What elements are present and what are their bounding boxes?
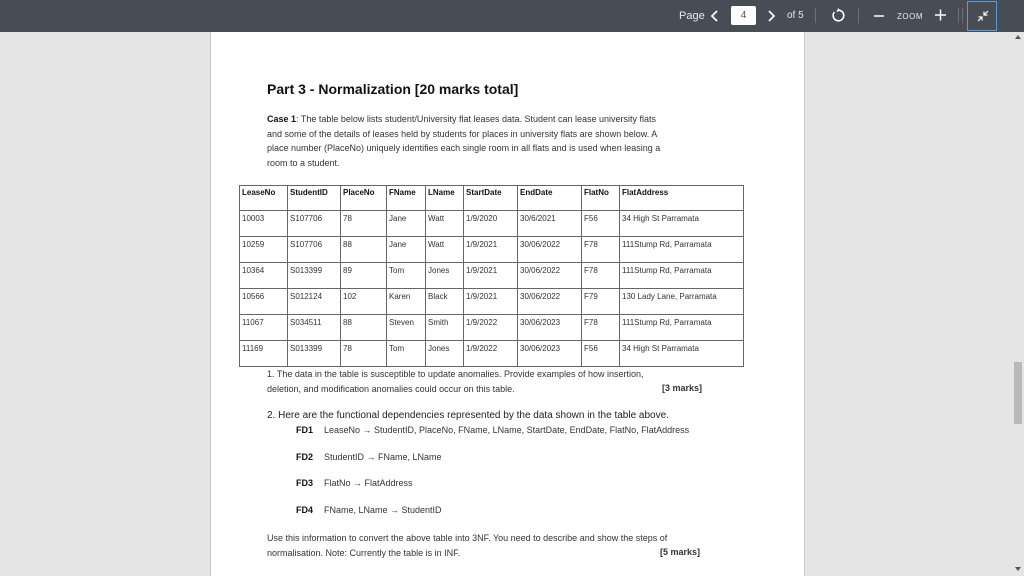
table-cell: 10566	[240, 289, 288, 315]
column-header: StartDate	[464, 186, 518, 211]
table-row	[240, 237, 744, 263]
table-row	[240, 341, 744, 367]
fd-3: FD3 FlatNo → FlatAddress	[296, 478, 413, 488]
table-cell: 88	[341, 237, 387, 263]
fd-label: FD1	[296, 425, 314, 435]
column-header: FlatAddress	[620, 186, 744, 211]
column-header: StudentID	[288, 186, 341, 211]
table-cell: 11067	[240, 315, 288, 341]
toolbar-divider	[958, 8, 959, 23]
zoom-in-icon[interactable]	[934, 8, 947, 22]
table-cell: Black	[426, 289, 464, 315]
table-cell: 30/06/2022	[518, 237, 582, 263]
zoom-label: ZOOM	[897, 12, 923, 21]
use-marks: [5 marks]	[660, 547, 701, 557]
table-cell: Watt	[426, 211, 464, 237]
table-cell: Jones	[426, 341, 464, 367]
fd-2: FD2 StudentID → FName, LName	[296, 452, 442, 462]
page-number-input[interactable]: 4	[731, 6, 756, 25]
fd-label: FD2	[296, 452, 314, 462]
table-cell: S013399	[288, 341, 341, 367]
table-cell: Jane	[387, 237, 426, 263]
table-cell: 111Stump Rd, Parramata	[620, 237, 744, 263]
rotate-icon[interactable]	[831, 8, 846, 23]
table-cell: 30/06/2022	[518, 263, 582, 289]
chevron-left-icon[interactable]	[709, 9, 721, 23]
table-cell: F56	[582, 341, 620, 367]
collapse-icon	[976, 9, 990, 23]
toolbar-divider	[815, 8, 816, 23]
table-row	[240, 211, 744, 237]
viewer-toolbar	[0, 0, 1024, 32]
table-cell: 30/06/2023	[518, 315, 582, 341]
page-count: of 5	[787, 10, 804, 21]
table-cell: 102	[341, 289, 387, 315]
table-cell: Tom	[387, 341, 426, 367]
table-cell: 1/9/2022	[464, 341, 518, 367]
table-cell: 34 High St Parramata	[620, 211, 744, 237]
table-cell: F78	[582, 237, 620, 263]
scrollbar-track[interactable]	[1012, 32, 1024, 576]
table-cell: S107706	[288, 211, 341, 237]
table-cell: 130 Lady Lane, Parramata	[620, 289, 744, 315]
table-row	[240, 289, 744, 315]
toolbar-divider	[858, 8, 859, 23]
table-cell: 30/06/2023	[518, 341, 582, 367]
table-cell: S034511	[288, 315, 341, 341]
table-cell: Watt	[426, 237, 464, 263]
toolbar-divider	[962, 8, 963, 23]
table-cell: 89	[341, 263, 387, 289]
table-cell: S107706	[288, 237, 341, 263]
collapse-button[interactable]	[967, 1, 997, 31]
table-cell: 10259	[240, 237, 288, 263]
zoom-out-icon[interactable]	[873, 9, 885, 23]
table-cell: Karen	[387, 289, 426, 315]
table-cell: 10003	[240, 211, 288, 237]
table-cell: 30/6/2021	[518, 211, 582, 237]
question-1-marks: [3 marks]	[662, 383, 703, 393]
use-paragraph: Use this information to convert the above table into 3NF. You need to describe and show the steps of normalisation. Note: Currently the table is in INF.	[267, 533, 668, 558]
table-cell: F78	[582, 263, 620, 289]
question-1: 1. The data in the table is susceptible to update anomalies. Provide examples of how insertion, deletion, and modification anomalies could occur on this table.	[267, 369, 644, 394]
table-cell: S012124	[288, 289, 341, 315]
page-heading: Part 3 - Normalization [20 marks total]	[267, 81, 519, 97]
column-header: LeaseNo	[240, 186, 288, 211]
table-row	[240, 315, 744, 341]
table-cell: 111Stump Rd, Parramata	[620, 315, 744, 341]
table-cell: 88	[341, 315, 387, 341]
fd-label: FD3	[296, 478, 314, 488]
fd-4: FD4 FName, LName → StudentID	[296, 505, 442, 515]
table-cell: 11169	[240, 341, 288, 367]
case-label: Case 1	[267, 114, 297, 124]
table-cell: 34 High St Parramata	[620, 341, 744, 367]
table-cell: 1/9/2021	[464, 237, 518, 263]
table-cell: Jane	[387, 211, 426, 237]
column-header: PlaceNo	[341, 186, 387, 211]
table-cell: 78	[341, 211, 387, 237]
fd-label: FD4	[296, 505, 314, 515]
table-cell: F79	[582, 289, 620, 315]
leases-table	[239, 185, 744, 367]
scroll-up-icon[interactable]	[1014, 34, 1022, 40]
column-header: EndDate	[518, 186, 582, 211]
question-2: 2. Here are the functional dependencies represented by the data shown in the table above.	[267, 410, 669, 421]
page-label: Page	[679, 10, 705, 22]
document-page	[210, 32, 805, 576]
table-cell: Steven	[387, 315, 426, 341]
column-header: LName	[426, 186, 464, 211]
table-cell: 1/9/2021	[464, 263, 518, 289]
table-cell: F56	[582, 211, 620, 237]
column-header: FlatNo	[582, 186, 620, 211]
table-header-row	[240, 186, 744, 211]
table-cell: 1/9/2022	[464, 315, 518, 341]
table-row	[240, 263, 744, 289]
column-header: FName	[387, 186, 426, 211]
table-cell: Jones	[426, 263, 464, 289]
table-cell: 10364	[240, 263, 288, 289]
table-cell: 78	[341, 341, 387, 367]
table-cell: 1/9/2020	[464, 211, 518, 237]
table-cell: S013399	[288, 263, 341, 289]
table-cell: Smith	[426, 315, 464, 341]
table-cell: 111Stump Rd, Parramata	[620, 263, 744, 289]
table-cell: F78	[582, 315, 620, 341]
case-paragraph: Case 1: The table below lists student/University flat leases data. Student can lease university flats and some of the details of leases held by students for places in university flats are shown below. A place number (PlaceNo) uniquely identifies each single room in all flats and is used when leasing a room to a student.	[267, 114, 661, 168]
table-cell: 1/9/2021	[464, 289, 518, 315]
scroll-down-icon[interactable]	[1014, 566, 1022, 572]
table-cell: Tom	[387, 263, 426, 289]
fd-1: FD1 LeaseNo → StudentID, PlaceNo, FName, LName, StartDate, EndDate, FlatNo, FlatAddress	[296, 425, 690, 435]
chevron-right-icon[interactable]	[765, 9, 777, 23]
scrollbar-thumb[interactable]	[1014, 362, 1022, 424]
table-cell: 30/06/2022	[518, 289, 582, 315]
